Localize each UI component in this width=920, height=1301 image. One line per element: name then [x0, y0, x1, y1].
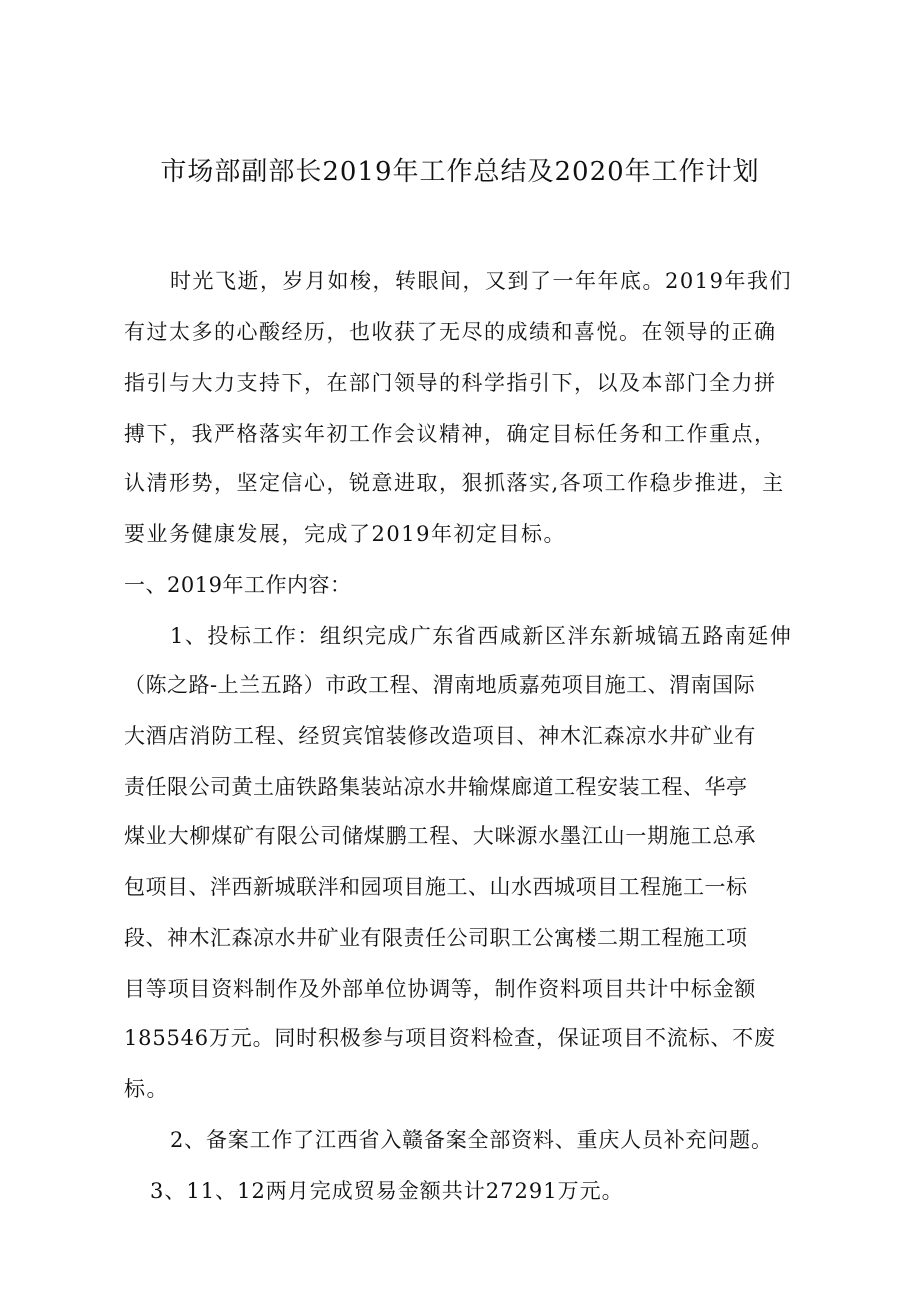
item1-line-5: 煤业大柳煤矿有限公司储煤鹏工程、大咪源水墨江山一期施工总承 — [124, 824, 757, 848]
intro-line-4: 搏下，我严格落实年初工作会议精神，确定目标任务和工作重点， — [124, 422, 777, 446]
item1-line-1: 1、投标工作：组织完成广东省西咸新区泮东新城镐五路南延伸 — [170, 624, 793, 648]
item1-line-9: 185546万元。同时积极参与项目资料检查，保证项目不流标、不废 — [124, 1026, 776, 1050]
item3-line: 3、11、12两月完成贸易金额共计27291万元。 — [150, 1179, 624, 1203]
intro-line-2: 有过太多的心酸经历，也收获了无尽的成绩和喜悦。在领导的正确 — [124, 320, 777, 344]
item1-line-7: 段、神木汇森凉水井矿业有限责任公司职工公寓楼二期工程施工项 — [124, 926, 748, 950]
section-heading: 一、2019年工作内容： — [124, 573, 352, 597]
intro-line-3: 指引与大力支持下，在部门领导的科学指引下，以及本部门全力拼 — [124, 371, 777, 395]
document-title: 市场部副部长2019年工作总结及2020年工作计划 — [160, 157, 760, 187]
intro-line-1: 时光飞逝，岁月如梭，转眼间，又到了一年年底。2019年我们 — [170, 269, 792, 293]
item1-line-10: 标。 — [124, 1077, 169, 1101]
item1-line-6: 包项目、泮西新城联泮和园项目施工、山水西城项目工程施工一标 — [124, 875, 748, 899]
item1-line-4: 责任限公司黄土庙铁路集装站凉水井输煤廊道工程安装工程、华亭 — [124, 775, 748, 799]
item1-line-3: 大酒店消防工程、经贸宾馆装修改造项目、神木汇森凉水井矿业有 — [124, 724, 757, 748]
intro-line-5: 认清形势，坚定信心，锐意进取，狠抓落实,各项工作稳步推进，主 — [124, 471, 785, 495]
item2-line: 2、备案工作了江西省入赣备案全部资料、重庆人员补充问题。 — [170, 1128, 773, 1152]
intro-line-6: 要业务健康发展，完成了2019年初定目标。 — [124, 522, 566, 546]
item1-line-2: （陈之路-上兰五路）市政工程、渭南地质嘉苑项目施工、渭南国际 — [124, 673, 756, 697]
item1-line-8: 目等项目资料制作及外部单位协调等，制作资料项目共计中标金额 — [124, 977, 757, 1001]
